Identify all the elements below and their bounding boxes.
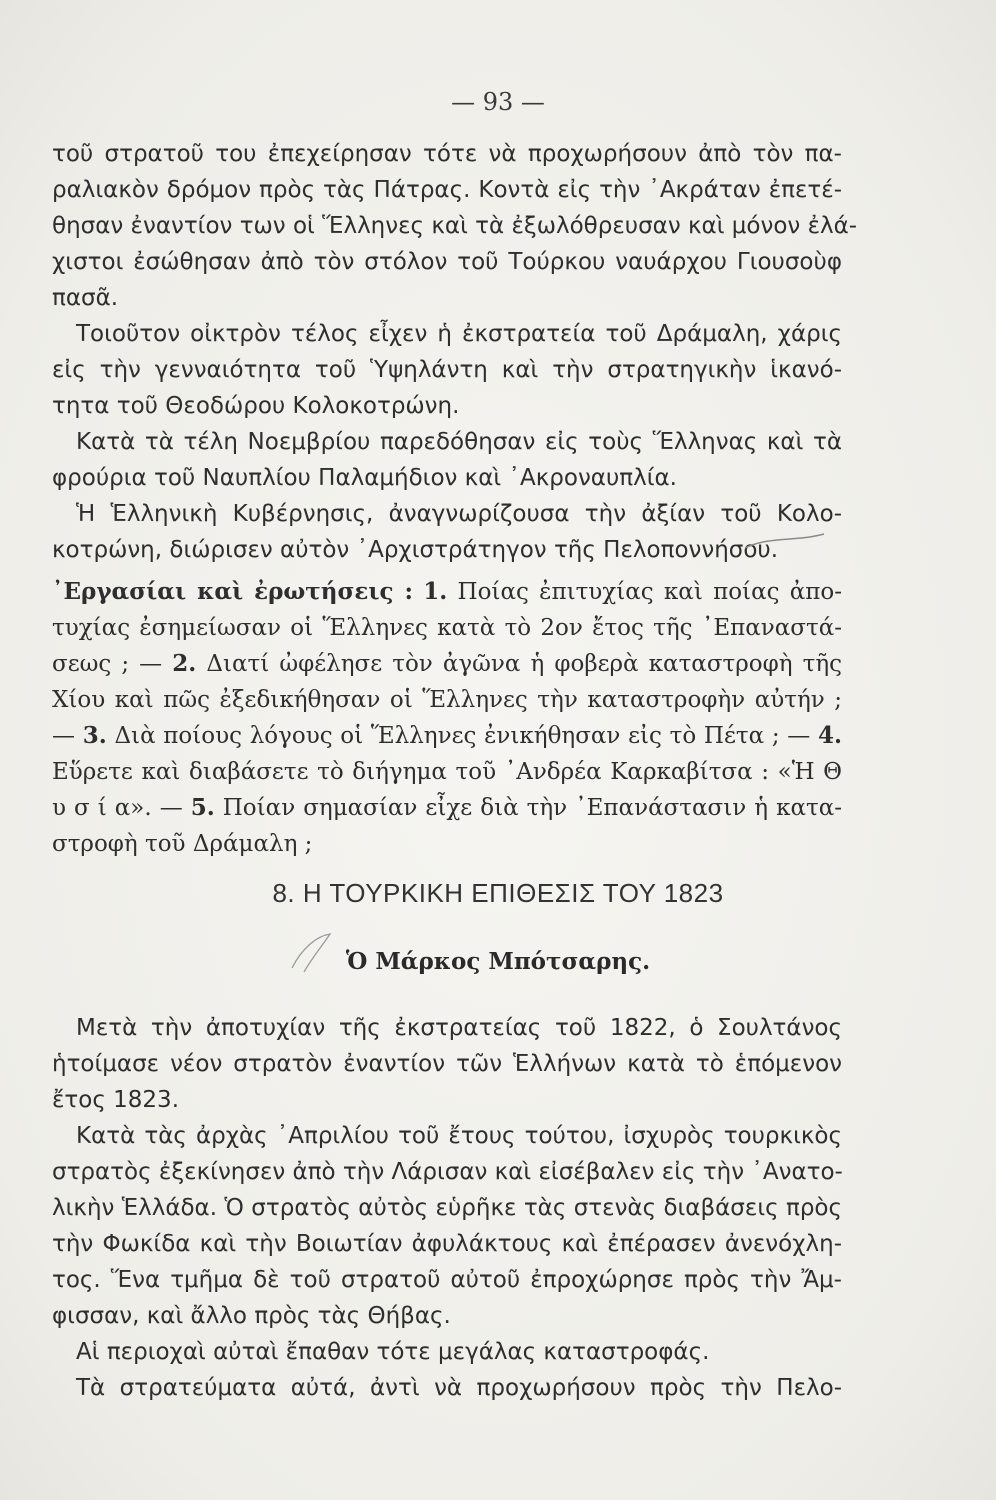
section-title: Ὁ Μάρκος Μπότσαρης. — [345, 948, 651, 975]
question-number: 5. — [190, 794, 215, 821]
question-number: 4. — [818, 722, 843, 749]
exercises-block — [52, 574, 842, 862]
text-line: ἔτος 1823. — [52, 1087, 180, 1113]
text-line: εἰς τὴν γενναιότητα τοῦ Ὑψηλάντη καὶ τὴν στρατηγικὴν ἱκανό- — [52, 357, 842, 383]
text-line: φρούρια τοῦ Ναυπλίου Παλαμήδιον καὶ ᾿Ακροναυπλία. — [52, 465, 677, 491]
text-line: φισσαν, καὶ ἄλλο πρὸς τὰς Θήβας. — [52, 1303, 451, 1329]
text-line: λικὴν Ἑλλάδα. Ὁ στρατὸς αὐτὸς εὑρῆκε τὰς στενὰς διαβάσεις πρὸς — [52, 1195, 842, 1221]
question-text: Ποίας ἐπιτυχίας καὶ ποίας ἀπο- τυχίας ἐσημείωσαν οἱ Ἕλληνες κατὰ τὸ 2ον ἔτος τῆς ᾿Επαναστά- σεως ; — — [52, 579, 843, 677]
text-line: στρατὸς ἐξεκίνησεν ἀπὸ τὴν Λάρισαν καὶ εἰσέβαλεν εἰς τὴν ᾿Ανατο- — [52, 1159, 843, 1185]
text-line: Κατὰ τὰ τέλη Νοεμβρίου παρεδόθησαν εἰς τοὺς Ἕλληνας καὶ τὰ — [76, 429, 842, 455]
body-text-top — [52, 136, 858, 568]
question-text: Εὕρετε καὶ διαβάσετε τὸ διήγημα τοῦ ᾿Ανδρέα Καρκαβίτσα : «Ἡ Θ υ σ ί α». — — [52, 759, 842, 821]
text-line: πασᾶ. — [52, 285, 119, 311]
text-line: ραλιακὸν δρόμον πρὸς τὰς Πάτρας. Κοντὰ εἰς τὴν ᾿Ακράταν ἐπετέ- — [52, 177, 842, 203]
question-number: 2. — [172, 650, 197, 677]
text-line: Κατὰ τὰς ἀρχὰς ᾿Απριλίου τοῦ ἔτους τούτου, ἰσχυρὸς τουρκικὸς — [76, 1123, 842, 1149]
text-line: χιστοι ἐσώθησαν ἀπὸ τὸν στόλον τοῦ Τούρκου ναυάρχου Γιουσοὺφ — [52, 249, 842, 275]
body-text-bottom — [52, 1010, 842, 1406]
text-line: τος. Ἕνα τμῆμα δὲ τοῦ στρατοῦ αὐτοῦ ἐπροχώρησε πρὸς τὴν Ἄμ- — [52, 1267, 842, 1293]
question-number: 1. — [423, 578, 448, 605]
text-line: θησαν ἐναντίον των οἱ Ἕλληνες καὶ τὰ ἐξωλόθρευσαν καὶ μόνον ἐλά- — [52, 213, 858, 239]
question-text: Διὰ ποίους λόγους οἱ Ἕλληνες ἐνικήθησαν εἰς τὸ Πέτα ; — — [106, 723, 818, 749]
text-line: Μετὰ τὴν ἀποτυχίαν τῆς ἐκστρατείας τοῦ 1822, ὁ Σουλτάνος — [76, 1015, 842, 1041]
text-line: Ἡ Ἑλληνικὴ Κυβέρνησις, ἀναγνωρίζουσα τὴν ἀξίαν τοῦ Κολο- — [76, 501, 842, 527]
chapter-title: 8. Η ΤΟΥΡΚΙΚΗ ΕΠΙΘΕΣΙΣ ΤΟΥ 1823 — [272, 878, 724, 908]
text-line: κοτρώνη, διώρισεν αὐτὸν ᾿Αρχιστράτηγον τῆς Πελοποννήσου. — [52, 537, 779, 563]
exercises-title: ᾿Εργασίαι καὶ ἐρωτήσεις : — [52, 578, 413, 605]
question-text: Ποίαν σημασίαν εἶχε διὰ τὴν ᾿Επανάστασιν ἡ κατα- στροφὴ τοῦ Δράμαλη ; — [52, 795, 843, 857]
text-line: τητα τοῦ Θεοδώρου Κολοκοτρώνη. — [52, 393, 460, 419]
text-line: ἡτοίμασε νέον στρατὸν ἐναντίον τῶν Ἑλλήνων κατὰ τὸ ἑπόμενον — [52, 1051, 842, 1077]
text-line: Αἱ περιοχαὶ αὐταὶ ἔπαθαν τότε μεγάλας καταστροφάς. — [76, 1339, 710, 1365]
question-number: 3. — [82, 722, 107, 749]
text-line: τοῦ στρατοῦ του ἐπεχείρησαν τότε νὰ προχωρήσουν ἀπὸ τὸν πα- — [52, 141, 842, 167]
text-line: τὴν Φωκίδα καὶ τὴν Βοιωτίαν ἀφυλάκτους καὶ ἐπέρασεν ἀνενόχλη- — [52, 1231, 842, 1257]
question-text: Διατί ὠφέλησε τὸν ἀγῶνα ἡ φοβερὰ καταστροφὴ τῆς Χίου καὶ πῶς ἐξεδικήθησαν οἱ Ἕλληνες τὴν καταστροφὴν αὐτήν ; — — [52, 651, 842, 749]
pencil-mark — [740, 520, 830, 560]
text-line: Τὰ στρατεύματα αὐτά, ἀντὶ νὰ προχωρήσουν πρὸς τὴν Πελο- — [76, 1375, 842, 1401]
page-number: — 93 — — [451, 88, 545, 116]
text-line: Τοιοῦτον οἰκτρὸν τέλος εἶχεν ἡ ἐκστρατεία τοῦ Δράμαλη, χάρις — [76, 321, 842, 347]
